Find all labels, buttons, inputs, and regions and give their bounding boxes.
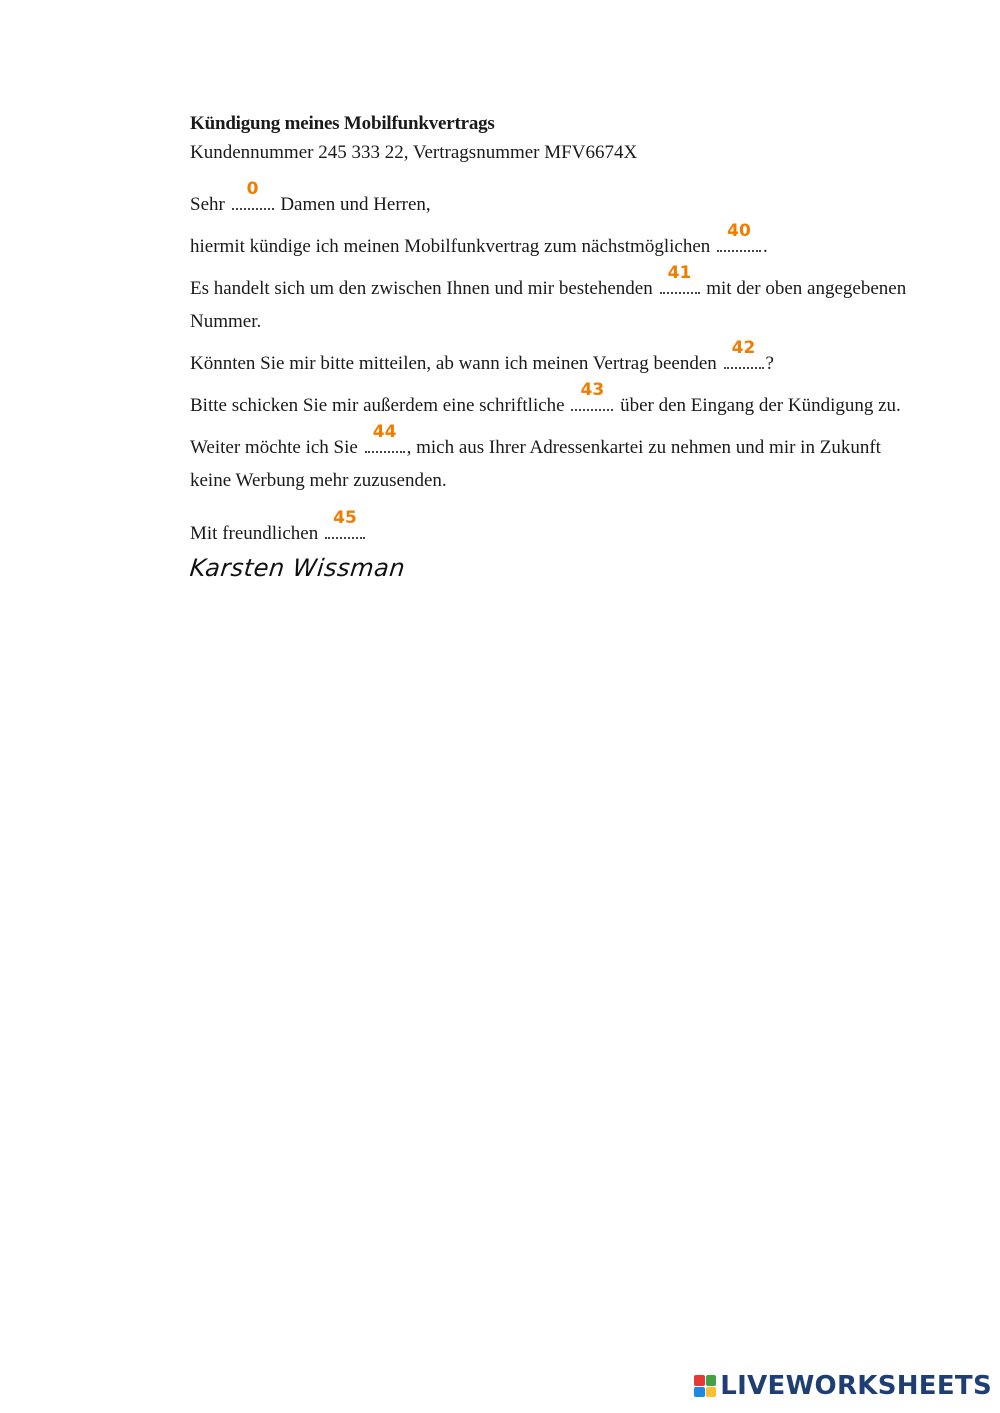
salutation-paragraph (190, 179, 920, 221)
closing-paragraph (190, 508, 920, 550)
text: Mit freundlichen (190, 523, 323, 544)
gap-number: 40 (727, 221, 751, 241)
text: Sehr (190, 194, 230, 215)
gap-0[interactable] (232, 179, 274, 210)
text: hiermit kündige ich meinen Mobilfunkvertrag zum nächstmöglichen (190, 236, 716, 257)
gap-42[interactable] (724, 338, 764, 369)
gap-number: 44 (372, 422, 397, 442)
text: . (763, 236, 768, 257)
gap-number: 42 (731, 338, 756, 358)
brand-name: LIVEWORKSHEETS (720, 1371, 992, 1401)
text: Könnten Sie mir bitte mitteilen, ab wann ich meinen Vertrag beenden (190, 353, 722, 374)
letter (190, 110, 920, 582)
letter-reference: Kundennummer 245 333 22, Vertragsnummer MFV6674X (190, 142, 638, 163)
text: ? (765, 353, 774, 374)
logo-mark-icon (694, 1375, 716, 1397)
gap-40[interactable] (717, 221, 761, 252)
paragraph-44 (190, 422, 920, 497)
text: Es handelt sich um den zwischen Ihnen und mir bestehenden (190, 278, 658, 299)
paragraph-41 (190, 263, 920, 338)
paragraph-40 (190, 221, 920, 263)
logo-square-icon (706, 1387, 717, 1398)
logo-square-icon (694, 1375, 705, 1386)
gap-43[interactable] (571, 380, 613, 411)
paragraph-43 (190, 380, 920, 422)
gap-number: 43 (580, 380, 605, 400)
paragraph-42 (190, 338, 920, 380)
gap-number: 45 (333, 508, 357, 528)
gap-41[interactable] (660, 263, 700, 294)
text: Damen und Herren, (275, 194, 431, 215)
logo-square-icon (706, 1375, 717, 1386)
text: über den Eingang der Kündigung zu. (615, 395, 901, 416)
letter-subject: Kündigung meines Mobilfunkvertrags (190, 113, 495, 134)
liveworksheets-logo (694, 1373, 992, 1399)
text: Bitte schicken Sie mir außerdem eine schriftliche (190, 395, 570, 416)
gap-number: 0 (246, 179, 259, 199)
text: Weiter möchte ich Sie (190, 437, 363, 458)
signature: Karsten Wissman (188, 554, 407, 582)
text: , mich aus Ihrer Adressenkartei zu nehmen und mir in Zukunft keine Werbung mehr zuzusenden. (190, 437, 881, 491)
text: mit der oben angegebenen Nummer. (190, 278, 907, 332)
gap-44[interactable] (365, 422, 405, 453)
gap-45[interactable] (325, 508, 365, 539)
gap-number: 41 (667, 263, 692, 283)
logo-square-icon (694, 1387, 705, 1398)
